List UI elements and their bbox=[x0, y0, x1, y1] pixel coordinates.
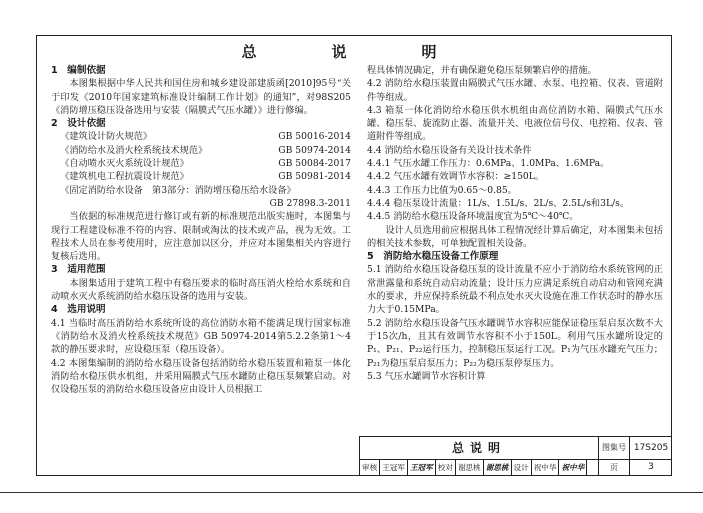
paragraph: 4.4.4 稳压泵设计流量：1L/s、1.5L/s、2L/s、2.5L/s和3L/s。 bbox=[367, 197, 630, 209]
standard-ref bbox=[51, 197, 351, 210]
signature: 王冠军 bbox=[408, 460, 436, 475]
atlas-number-label: 图集号 bbox=[599, 437, 630, 460]
paragraph: 4.3 箱泵一体化消防给水稳压供水机组由高位消防水箱、隔膜式气压水罐、稳压泵、旋流防止器、流量开关、电液位信号仪、电控箱、仪表、管道附件等组成。 bbox=[367, 104, 663, 143]
paragraph: 5.2 消防给水稳压设备气压水罐调节水容积应能保证稳压泵启泵次数不大于15次/h，且其有效调节水容积不小于150L。利用气压水罐所设定的P₁、P₂₁、P₂₂运行压力，控制稳压泵运行工况。P₁为气压水罐充气压力；P₂₁为稳压泵启泵压力；P₂₂为稳压泵停泵压力。 bbox=[367, 317, 663, 369]
standard-code: GB 50974-2014 bbox=[278, 144, 351, 156]
section-heading: 5 消防给水稳压设备工作原理 bbox=[367, 251, 499, 263]
standard-ref bbox=[51, 130, 351, 143]
standard-code: GB 50084-2017 bbox=[278, 158, 351, 170]
signature-field: 审核 bbox=[360, 460, 380, 475]
page-label: 页 bbox=[599, 460, 630, 475]
standard-name: 《建筑设计防火规范》 bbox=[60, 131, 153, 143]
paragraph: 4.2 消防给水稳压装置由隔膜式气压水罐、水泵、电控箱、仪表、管道附件等组成。 bbox=[367, 78, 663, 103]
signature-field: 设计 bbox=[512, 460, 532, 475]
standard-name: 《固定消防给水设备 第3部分：消防增压稳压给水设备》 bbox=[60, 184, 296, 196]
paragraph: 4.2 本图集编制的消防给水稳压设备包括消防给水稳压装置和箱泵一体化消防给水稳压供水机组，并采用隔膜式气压水罐防止稳压泵频繁启动。对仅设稳压泵的消防给水稳压设备应由设计人员根据工 bbox=[51, 357, 351, 396]
paragraph: 4.4 消防给水稳压设备有关设计技术条件 bbox=[367, 144, 532, 156]
section-heading: 4 选用说明 bbox=[51, 304, 106, 316]
standard-ref bbox=[51, 157, 351, 170]
paragraph: 当依据的标准规范进行修订或有新的标准规范出版实施时，本图集与现行工程建设标准不符的内容、限制或淘汰的技术或产品，视为无效。工程技术人员在参考使用时，应注意加以区分，并应对本图集相关内容进行复核后选用。 bbox=[51, 211, 351, 263]
standard-name: 《自动喷水灭火系统设计规范》 bbox=[60, 158, 189, 170]
paragraph: 4.4.2 气压水罐有效调节水容积：≥150L。 bbox=[367, 171, 545, 183]
signature-field: 谢思桃 bbox=[456, 460, 484, 475]
paragraph: 5.3 气压水罐调节水容积计算 bbox=[367, 370, 486, 382]
signature-field: 祝中华 bbox=[532, 460, 560, 475]
standard-ref bbox=[51, 170, 351, 183]
standard-code: GB 27898.3-2011 bbox=[269, 197, 351, 209]
standard-code: GB 50981-2014 bbox=[278, 171, 351, 183]
standard-name: 《消防给水及消火栓系统技术规范》 bbox=[60, 144, 208, 156]
atlas-number: 17S205 bbox=[630, 437, 672, 460]
bottom-rule bbox=[0, 492, 703, 493]
signature-field: 校对 bbox=[436, 460, 456, 475]
signature-field: 王冠军 bbox=[380, 460, 408, 475]
paragraph: 4.4.3 工作压力比值为0.65～0.85。 bbox=[367, 184, 517, 196]
paragraph: 4.4.5 消防给水稳压设备环境温度宜为5℃～40℃。 bbox=[367, 211, 579, 223]
drawing-sheet bbox=[36, 35, 672, 476]
title-block-title: 总说明 bbox=[360, 437, 599, 460]
standard-name: 《建筑机电工程抗震设计规范》 bbox=[60, 171, 189, 183]
signature: 祝中华 bbox=[559, 460, 587, 475]
paragraph: 设计人员选用前应根据具体工程情况经计算后确定，对本图集未包括的相关技术参数，可单独配置相关设备。 bbox=[367, 224, 663, 249]
standard-ref bbox=[51, 144, 351, 157]
paragraph: 本图集适用于建筑工程中有稳压要求的临时高压消火栓给水系统和自动喷水灭火系统消防给水稳压设备的选用与安装。 bbox=[51, 277, 351, 303]
paragraph: 本图集根据中华人民共和国住房和城乡建设部建质函[2010]95号“关于印发《2010年国家建筑标准设计编制工作计划》的通知”，对98S205《消防增压稳压设备选用与安装（隔膜式气压水罐）》进行修编。 bbox=[51, 78, 351, 116]
page-title: 总 说 明 bbox=[241, 43, 467, 61]
title-block bbox=[359, 436, 672, 475]
section-heading: 2 设计依据 bbox=[51, 118, 106, 130]
right-column bbox=[367, 64, 663, 383]
paragraph: 5.1 消防给水稳压设备稳压泵的设计流量不应小于消防给水系统管网的正常泄露量和系统自动启动流量；设计压力应满足系统自动启动和管网充满水的要求，并应保持系统最不利点处水灭火设施在准工作状态时的静水压力大于0.15MPa。 bbox=[367, 264, 663, 316]
standard-ref bbox=[51, 184, 351, 197]
page-number: 3 bbox=[648, 462, 654, 472]
section-heading: 3 适用范围 bbox=[51, 264, 106, 276]
section-heading: 1 编制依据 bbox=[51, 65, 106, 76]
paragraph: 4.4.1 气压水罐工作压力：0.6MPa、1.0MPa、1.6MPa。 bbox=[367, 158, 610, 170]
left-column bbox=[51, 64, 351, 396]
paragraph: 4.1 当临时高压消防给水系统所设的高位消防水箱不能满足现行国家标准《消防给水及消火栓系统技术规范》GB 50974-2014第5.2.2条第1～4款的静压要求时，应设稳压泵（稳压设备）。 bbox=[51, 317, 351, 356]
signature-row bbox=[360, 460, 599, 475]
signature: 谢思桃 bbox=[484, 460, 512, 475]
paragraph: 程具体情况确定，并有确保避免稳压泵频繁启停的措施。 bbox=[367, 65, 597, 76]
standard-code: GB 50016-2014 bbox=[278, 131, 351, 143]
